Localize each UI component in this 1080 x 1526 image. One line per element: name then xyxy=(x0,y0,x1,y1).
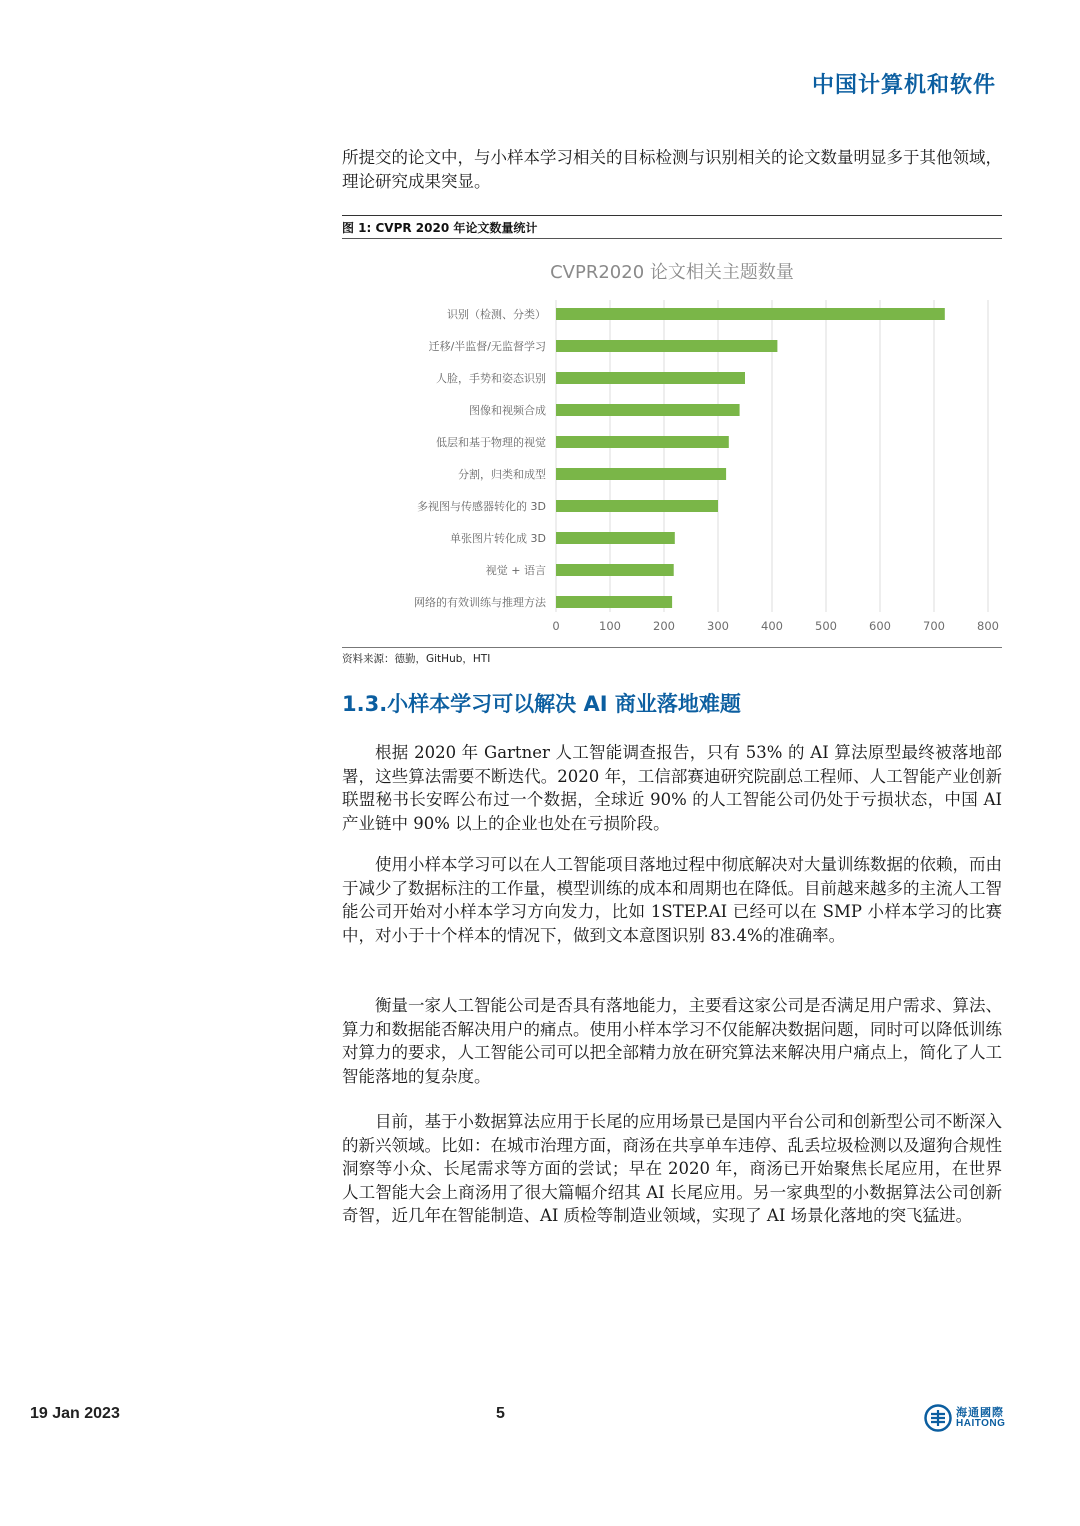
figure-title-bar xyxy=(342,215,1002,239)
y-category-label: 多视图与传感器转化的 3D xyxy=(417,500,546,513)
x-tick-label: 300 xyxy=(707,619,729,633)
x-tick-label: 800 xyxy=(977,619,999,633)
y-category-label: 图像和视频合成 xyxy=(469,404,546,417)
y-category-label: 低层和基于物理的视觉 xyxy=(436,436,546,449)
chart-title: CVPR2020 论文相关主题数量 xyxy=(550,262,794,283)
y-category-label: 迁移/半监督/无监督学习 xyxy=(428,340,546,353)
body-paragraph: 根据 2020 年 Gartner 人工智能调查报告，只有 53% 的 AI 算法原型最终被落地部署，这些算法需要不断迭代。2020 年，工信部赛迪研究院副总工程师、人工智能产业创新联盟秘书长安晖公布过一个数据，全球近 90% 的人工智能公司仍处于亏损状态，中国 AI 产业链中 90% 以上的企业也处在亏损阶段。 xyxy=(342,743,1002,833)
logo-text-en: HAITONG xyxy=(956,1418,1006,1429)
bar xyxy=(556,372,745,384)
haitong-logo xyxy=(924,1402,1014,1434)
bar xyxy=(556,500,718,512)
bar xyxy=(556,564,674,576)
bar xyxy=(556,468,726,480)
chart xyxy=(342,240,1002,645)
y-category-label: 分割，归类和成型 xyxy=(458,468,546,481)
figure-label: 图 1: CVPR 2020 年论文数量统计 xyxy=(342,221,538,235)
bar xyxy=(556,340,777,352)
bar xyxy=(556,532,675,544)
x-tick-label: 600 xyxy=(869,619,891,633)
header-title: 中国计算机和软件 xyxy=(811,73,996,98)
x-tick-label: 700 xyxy=(923,619,945,633)
body-paragraph: 衡量一家人工智能公司是否具有落地能力，主要看这家公司是否满足用户需求、算法、算力和数据能否解决用户的痛点。使用小样本学习不仅能解决数据问题，同时可以降低训练对算力的要求，人工智能公司可以把全部精力放在研究算法来解决用户痛点上，简化了人工智能落地的复杂度。 xyxy=(342,996,1002,1086)
intro-paragraph: 所提交的论文中，与小样本学习相关的目标检测与识别相关的论文数量明显多于其他领域，理论研究成果突显。 xyxy=(342,148,1002,191)
body-paragraph: 目前，基于小数据算法应用于长尾的应用场景已是国内平台公司和创新型公司不断深入的新兴领域。比如：在城市治理方面，商汤在共享单车违停、乱丢垃圾检测以及遛狗合规性洞察等小众、长尾需求等方面的尝试；早在 2020 年，商汤已开始聚焦长尾应用，在世界人工智能大会上商汤用了很大篇幅介绍其 AI 长尾应用。另一家典型的小数据算法公司创新奇智，近几年在智能制造、AI 质检等制造业领域，实现了 AI 场景化落地的突飞猛进。 xyxy=(342,1112,1002,1225)
logo-text-cn: 海通國際 xyxy=(956,1406,1004,1419)
y-category-label: 视觉 + 语言 xyxy=(485,564,546,577)
y-category-label: 人脸，手势和姿态识别 xyxy=(436,372,546,385)
body-paragraph: 使用小样本学习可以在人工智能项目落地过程中彻底解决对大量训练数据的依赖，而由于减少了数据标注的工作量，模型训练的成本和周期也在降低。目前越来越多的主流人工智能公司开始对小样本学习方向发力，比如 1STEP.AI 已经可以在 SMP 小样本学习的比赛中，对小于十个样本的情况下，做到文本意图识别 83.4%的准确率。 xyxy=(342,855,1002,945)
y-category-label: 识别（检测、分类） xyxy=(447,308,546,321)
haitong-logo-icon xyxy=(924,1404,952,1432)
x-tick-label: 500 xyxy=(815,619,837,633)
footer-date: 19 Jan 2023 xyxy=(30,1405,120,1422)
bar xyxy=(556,436,729,448)
section-heading: 1.3.小样本学习可以解决 AI 商业落地难题 xyxy=(342,692,741,716)
bar xyxy=(556,596,672,608)
bar-chart xyxy=(342,240,1002,645)
figure-source: 资料来源：德勤，GitHub，HTI xyxy=(342,647,1002,666)
bar xyxy=(556,308,945,320)
x-tick-label: 400 xyxy=(761,619,783,633)
y-category-label: 单张图片转化成 3D xyxy=(450,532,546,545)
footer-page-number: 5 xyxy=(496,1405,505,1422)
y-category-label: 网络的有效训练与推理方法 xyxy=(414,596,546,609)
x-tick-label: 0 xyxy=(552,619,560,633)
x-tick-label: 100 xyxy=(599,619,621,633)
bar xyxy=(556,404,740,416)
x-tick-label: 200 xyxy=(653,619,675,633)
